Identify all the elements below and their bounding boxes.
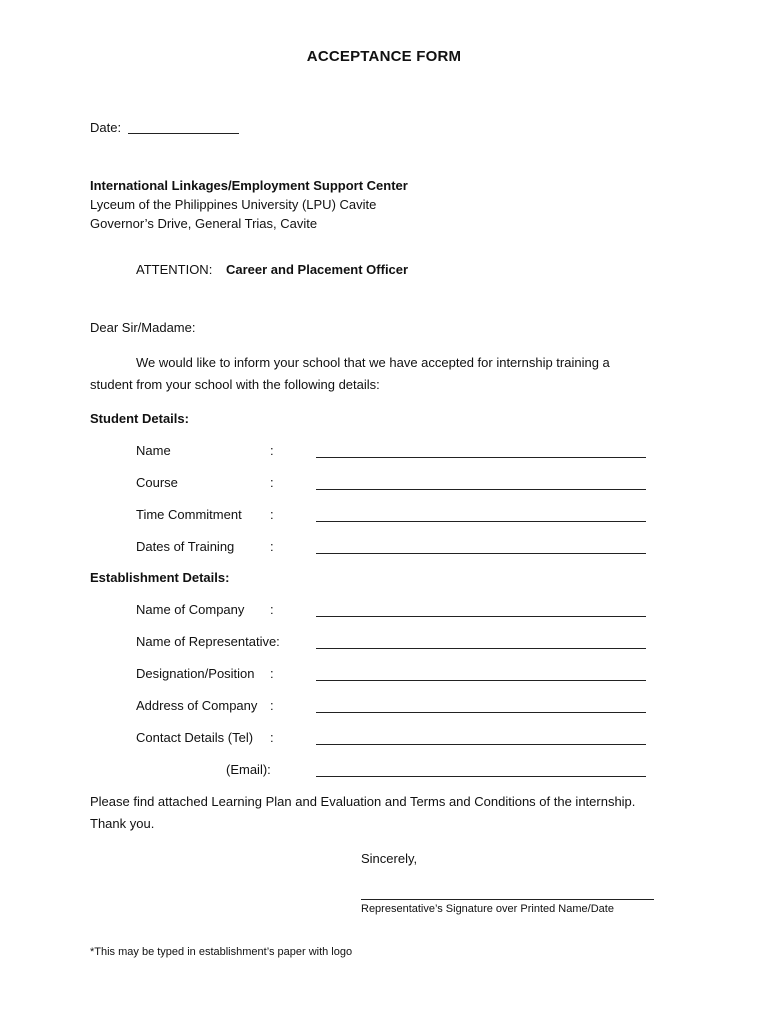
student-field-dates-of-training bbox=[0, 537, 768, 556]
signature-blank-line[interactable] bbox=[361, 899, 654, 900]
attention-label: ATTENTION: bbox=[136, 262, 213, 277]
field-label: Contact Details (Tel) bbox=[136, 730, 254, 745]
establishment-field-designation bbox=[0, 664, 768, 683]
establishment-details-heading: Establishment Details: bbox=[90, 570, 230, 585]
name-blank-line[interactable] bbox=[316, 457, 646, 458]
field-label: Designation/Position bbox=[136, 666, 255, 681]
student-details-heading: Student Details: bbox=[90, 411, 189, 426]
footnote: *This may be typed in establishment’s paper with logo bbox=[90, 946, 353, 958]
establishment-field-contact-tel bbox=[0, 728, 768, 747]
establishment-field-contact-email bbox=[0, 760, 768, 779]
field-colon: : bbox=[270, 698, 274, 713]
page-title: ACCEPTANCE FORM bbox=[306, 48, 462, 65]
company-name-blank-line[interactable] bbox=[316, 616, 646, 617]
field-label: Dates of Training bbox=[136, 539, 235, 554]
student-field-course bbox=[0, 473, 768, 492]
field-colon: : bbox=[270, 443, 274, 458]
course-blank-line[interactable] bbox=[316, 489, 646, 490]
closing-line-2: Thank you. bbox=[90, 816, 155, 831]
field-colon: : bbox=[270, 602, 274, 617]
closing-line-1: Please find attached Learning Plan and Evaluation and Terms and Conditions of the internship. bbox=[90, 794, 636, 809]
address-line-2: Lyceum of the Philippines University (LPU) Cavite bbox=[90, 197, 377, 212]
dates-of-training-blank-line[interactable] bbox=[316, 553, 646, 554]
field-label: Name of Representative: bbox=[136, 634, 280, 649]
field-colon: : bbox=[270, 730, 274, 745]
field-colon: : bbox=[270, 539, 274, 554]
establishment-field-representative bbox=[0, 632, 768, 651]
contact-tel-blank-line[interactable] bbox=[316, 744, 646, 745]
designation-blank-line[interactable] bbox=[316, 680, 646, 681]
field-label: Course bbox=[136, 475, 178, 490]
field-label: Address of Company bbox=[136, 698, 258, 713]
representative-blank-line[interactable] bbox=[316, 648, 646, 649]
student-field-name bbox=[0, 441, 768, 460]
establishment-field-address bbox=[0, 696, 768, 715]
address-line-1: International Linkages/Employment Support Center bbox=[90, 178, 408, 193]
field-label: (Email): bbox=[226, 762, 271, 777]
attention-value: Career and Placement Officer bbox=[226, 262, 409, 277]
salutation: Dear Sir/Madame: bbox=[90, 320, 196, 335]
date-blank-line[interactable] bbox=[128, 133, 239, 134]
field-label: Name bbox=[136, 443, 171, 458]
address-line-3: Governor’s Drive, General Trias, Cavite bbox=[90, 216, 318, 231]
field-label: Time Commitment bbox=[136, 507, 242, 522]
time-commitment-blank-line[interactable] bbox=[316, 521, 646, 522]
date-label: Date: bbox=[90, 120, 122, 135]
field-label: Name of Company bbox=[136, 602, 245, 617]
contact-email-blank-line[interactable] bbox=[316, 776, 646, 777]
field-colon: : bbox=[270, 475, 274, 490]
student-field-time-commitment bbox=[0, 505, 768, 524]
field-colon: : bbox=[270, 666, 274, 681]
intro-line-2: student from your school with the following details: bbox=[90, 377, 380, 392]
sincerely-text: Sincerely, bbox=[361, 851, 418, 866]
field-colon: : bbox=[270, 507, 274, 522]
establishment-field-company-name bbox=[0, 600, 768, 619]
intro-line-1: We would like to inform your school that we have accepted for internship training a bbox=[136, 355, 610, 370]
address-blank-line[interactable] bbox=[316, 712, 646, 713]
signature-caption: Representative’s Signature over Printed Name/Date bbox=[361, 903, 614, 915]
